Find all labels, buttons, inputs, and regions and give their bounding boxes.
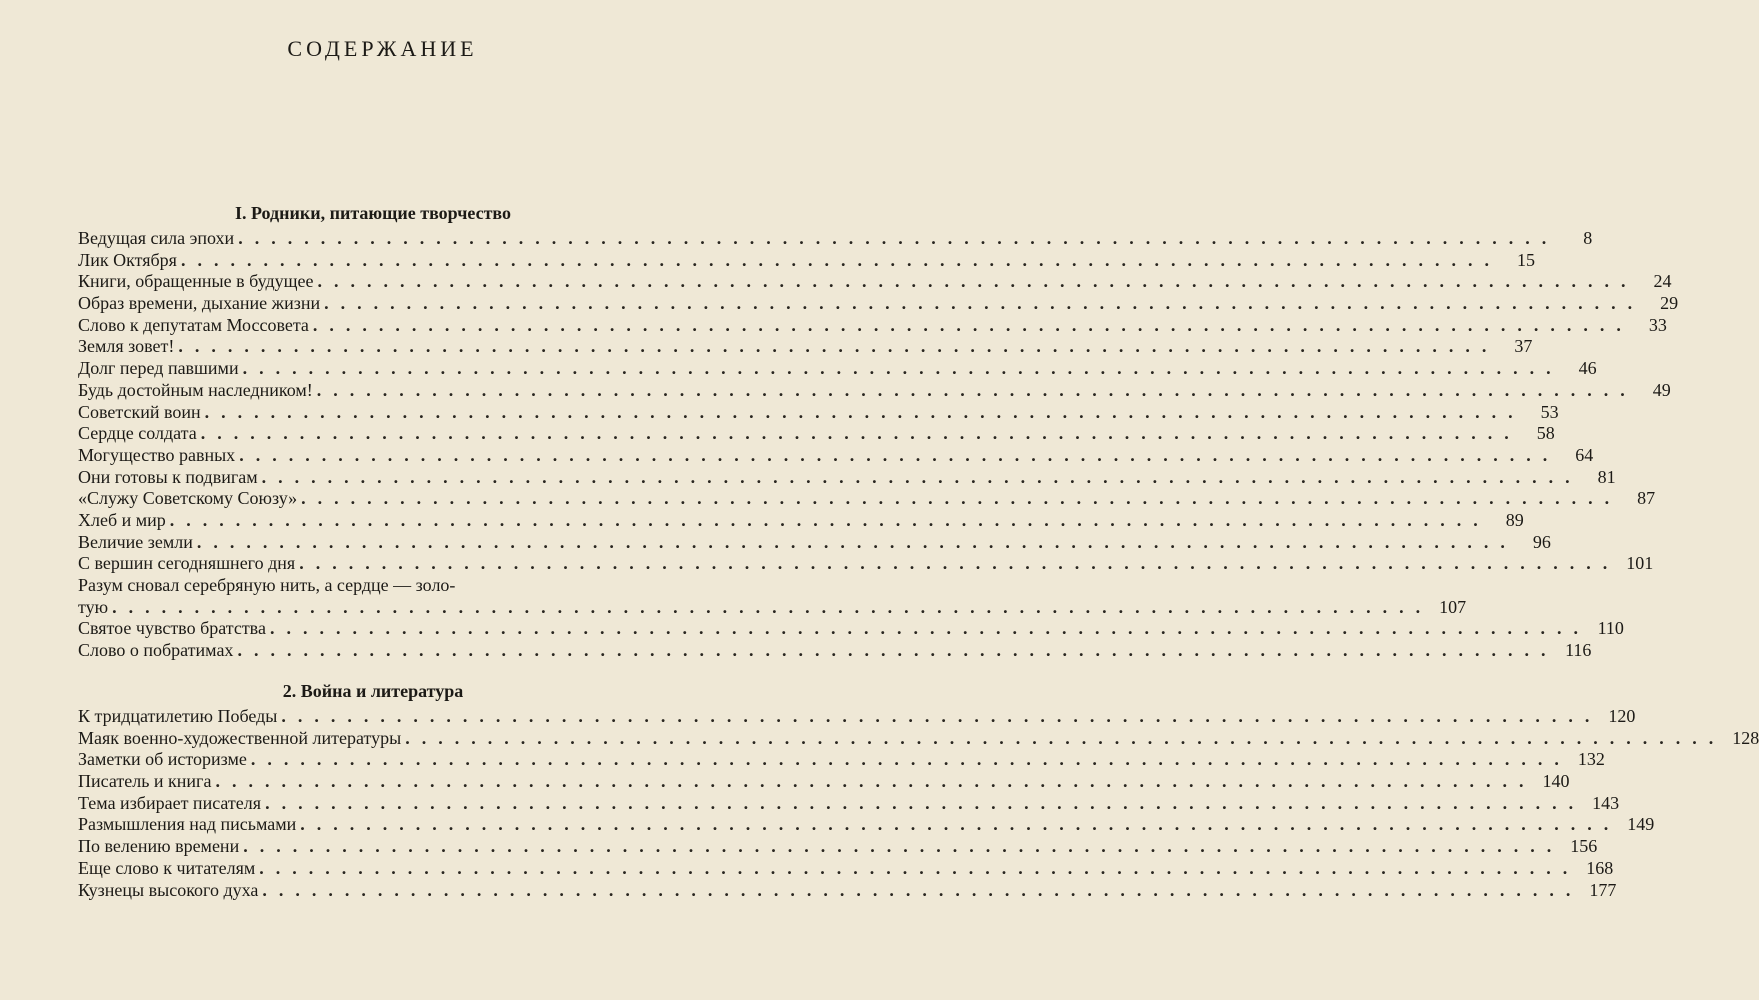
toc-entry bbox=[78, 727, 1759, 750]
toc-entry-page: 29 bbox=[1660, 293, 1679, 314]
dot-leader: ................................................................................ bbox=[180, 249, 1501, 270]
toc-entry-title: По велению времени bbox=[78, 836, 240, 857]
toc-entry-title: Образ времени, дыхание жизни bbox=[78, 293, 321, 314]
toc-entry bbox=[78, 814, 1655, 836]
toc-section-1 bbox=[78, 198, 1679, 662]
toc-entry-title: Слово к депутатам Моссовета bbox=[78, 314, 309, 335]
section-title: 2. Война и литература bbox=[282, 681, 464, 701]
toc-entry-page: 116 bbox=[1565, 640, 1592, 661]
toc-entry-title: Кузнецы высокого духа bbox=[78, 879, 259, 900]
toc-entry-page: 53 bbox=[1540, 401, 1559, 422]
toc-entry-title: К тридцатилетию Победы bbox=[78, 706, 278, 726]
toc-entry-list bbox=[78, 228, 1679, 662]
toc-entry-page: 128 bbox=[1732, 727, 1759, 748]
dot-leader: ................................................................................ bbox=[299, 553, 1620, 574]
dot-leader: ................................................................................ bbox=[239, 444, 1560, 465]
toc-entry-page: 143 bbox=[1592, 792, 1620, 813]
toc-entry bbox=[78, 358, 1597, 380]
dot-leader: ................................................................................ bbox=[316, 379, 1637, 400]
toc-entry-page: 110 bbox=[1597, 618, 1624, 639]
section-title: I. Родники, питающие творчество bbox=[234, 203, 512, 223]
toc-entry bbox=[78, 879, 1617, 902]
dot-leader: ................................................................................ bbox=[265, 792, 1586, 813]
dot-leader: ................................................................................ bbox=[204, 401, 1525, 422]
dot-leader: ................................................................................ bbox=[269, 618, 1590, 639]
dot-leader: ................................................................................ bbox=[281, 706, 1602, 726]
toc-entry-page: 64 bbox=[1575, 444, 1594, 465]
toc-entry-title: Хлеб и мир bbox=[78, 509, 166, 530]
toc-entry bbox=[78, 293, 1679, 315]
toc-entry bbox=[78, 509, 1524, 532]
toc-entry-title: Величие земли bbox=[78, 531, 193, 552]
dot-leader: ................................................................................ bbox=[259, 857, 1580, 878]
toc-entry bbox=[78, 401, 1559, 424]
toc-entry-page: 89 bbox=[1505, 509, 1524, 530]
toc-entry-title: Сердце солдата bbox=[78, 423, 197, 444]
toc-entry-title: Маяк военно-художественной литературы bbox=[78, 727, 402, 748]
toc-entry-page: 37 bbox=[1514, 336, 1533, 357]
dot-leader: ................................................................................ bbox=[243, 836, 1564, 857]
toc-entry bbox=[78, 618, 1624, 640]
toc-entry-page: 177 bbox=[1589, 879, 1617, 900]
toc-entry bbox=[78, 379, 1671, 402]
dot-leader: ................................................................................ bbox=[200, 423, 1521, 444]
toc-entry-title: Святое чувство братства bbox=[78, 618, 266, 639]
dot-leader: ................................................................................ bbox=[312, 314, 1633, 335]
toc-entry-page: 132 bbox=[1577, 749, 1605, 770]
toc-section-2 bbox=[78, 676, 1759, 901]
toc-entry bbox=[78, 836, 1598, 858]
dot-leader: ................................................................................ bbox=[237, 640, 1558, 661]
toc-entry bbox=[78, 228, 1593, 250]
toc-entry-title: Слово о побратимах bbox=[78, 640, 234, 661]
toc-entry-page: 49 bbox=[1652, 379, 1671, 400]
toc-entry-page: 58 bbox=[1536, 423, 1555, 444]
dot-leader: ................................................................................ bbox=[242, 358, 1563, 379]
dot-leader: ................................................................................ bbox=[250, 749, 1571, 770]
dot-leader: ................................................................................ bbox=[238, 228, 1559, 248]
toc-entry bbox=[78, 314, 1667, 337]
dot-leader: ................................................................................ bbox=[178, 336, 1499, 357]
toc-entry bbox=[78, 423, 1555, 445]
toc-entry-title: Они готовы к подвигам bbox=[78, 466, 258, 487]
toc-entry-title: «Служу Советскому Союзу» bbox=[78, 488, 298, 509]
toc-entry-title: С вершин сегодняшнего дня bbox=[78, 553, 296, 574]
dot-leader: ................................................................................ bbox=[262, 879, 1583, 900]
toc-entry bbox=[78, 488, 1656, 510]
dot-leader: ................................................................................ bbox=[196, 531, 1517, 552]
toc-entry-page: 101 bbox=[1626, 553, 1654, 574]
toc-entry bbox=[78, 749, 1605, 771]
toc-entry-title: Тема избирает писателя bbox=[78, 792, 262, 813]
toc-entry-title: Еще слово к читателям bbox=[78, 857, 256, 878]
dot-leader: ................................................................................ bbox=[317, 271, 1638, 292]
toc-entry bbox=[78, 792, 1620, 815]
toc-entry-title: Земля зовет! bbox=[78, 336, 175, 357]
toc-entry-page: 81 bbox=[1597, 466, 1616, 487]
toc-entry bbox=[78, 444, 1594, 467]
dot-leader: ................................................................................ bbox=[215, 771, 1536, 792]
dot-leader: ................................................................................ bbox=[169, 509, 1490, 530]
toc-entry-title: Будь достойным наследником! bbox=[78, 379, 313, 400]
toc-entry bbox=[78, 575, 668, 597]
toc-entry-title: Лик Октября bbox=[78, 249, 177, 270]
toc-entry-list bbox=[78, 706, 1759, 901]
toc-entry bbox=[78, 706, 1636, 728]
dot-leader: ................................................................................ bbox=[301, 488, 1622, 509]
toc-entry-page: 156 bbox=[1570, 836, 1598, 857]
toc-entry bbox=[78, 553, 1654, 575]
toc-entry-title: Могущество равных bbox=[78, 444, 236, 465]
toc-entry-title: Размышления над письмами bbox=[78, 814, 297, 835]
toc-entry-page: 24 bbox=[1653, 271, 1672, 292]
toc-entry bbox=[78, 336, 1533, 358]
toc-entry-page: 33 bbox=[1648, 314, 1667, 335]
toc-entry-page: 149 bbox=[1627, 814, 1655, 835]
toc-entry-title: Советский воин bbox=[78, 401, 201, 422]
toc-entry-page: 8 bbox=[1583, 228, 1593, 248]
toc-entry bbox=[78, 857, 1614, 880]
toc-entry-page: 46 bbox=[1578, 358, 1597, 379]
toc-entry-title: Долг перед павшими bbox=[78, 358, 239, 379]
toc-entry-title: тую bbox=[78, 596, 109, 617]
toc-entry-page: 107 bbox=[1439, 596, 1467, 617]
page-heading: СОДЕРЖАНИЕ bbox=[287, 36, 478, 61]
toc-entry-page: 140 bbox=[1542, 771, 1570, 792]
toc-entry bbox=[78, 271, 1672, 293]
toc-entry-title: Книги, обращенные в будущее bbox=[78, 271, 314, 292]
toc-entry-title: Разум сновал серебряную нить, а сердце — золо- bbox=[78, 575, 456, 595]
dot-leader: ................................................................................ bbox=[324, 293, 1645, 314]
toc-entry bbox=[78, 531, 1551, 554]
toc-entry-page: 120 bbox=[1608, 706, 1636, 726]
toc-entry bbox=[78, 466, 1616, 489]
toc-entry bbox=[78, 640, 1592, 662]
dot-leader: ................................................................................ bbox=[300, 814, 1621, 835]
toc-entry bbox=[78, 249, 1535, 272]
toc-entry-page: 96 bbox=[1532, 531, 1551, 552]
toc-entry-title: Заметки об историзме bbox=[78, 749, 247, 770]
dot-leader: ................................................................................ bbox=[112, 596, 1433, 617]
toc-entry-page: 87 bbox=[1637, 488, 1656, 509]
toc-entry-page: 168 bbox=[1586, 857, 1614, 878]
toc-entry-title: Ведущая сила эпохи bbox=[78, 228, 235, 248]
toc-entry-page: 15 bbox=[1516, 249, 1535, 270]
toc-entry bbox=[78, 771, 1570, 793]
toc-entry bbox=[78, 596, 1467, 619]
toc-entry-title: Писатель и книга bbox=[78, 771, 212, 792]
dot-leader: ................................................................................ bbox=[405, 727, 1726, 748]
dot-leader: ................................................................................ bbox=[261, 466, 1582, 487]
